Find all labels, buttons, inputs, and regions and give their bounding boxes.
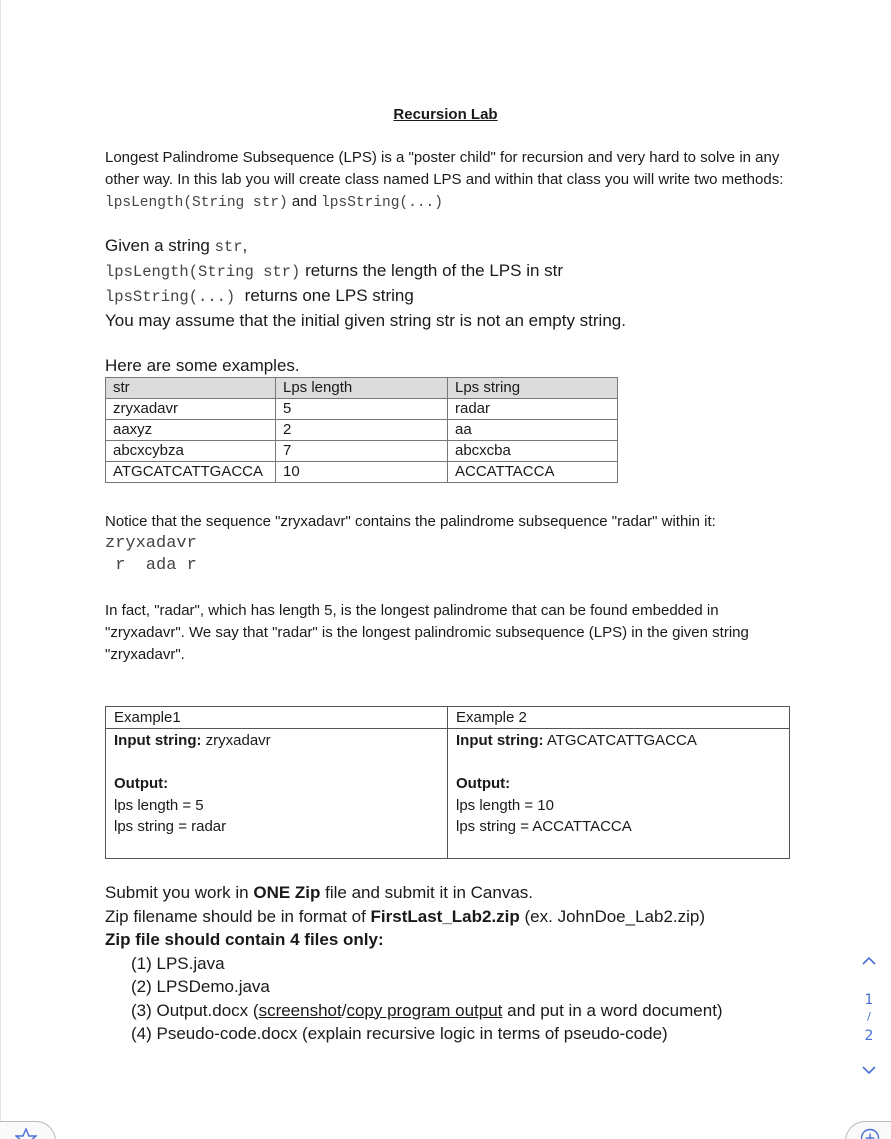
given-line-3: lpsString(...) returns one LPS string bbox=[105, 286, 414, 306]
page-separator: / bbox=[867, 1010, 871, 1023]
examples-table bbox=[105, 377, 618, 483]
example1-header: Example1 bbox=[106, 707, 448, 729]
list-item: (3) Output.docx (screenshot/copy program output and put in a word document) bbox=[131, 1000, 723, 1020]
page-current: 1 bbox=[864, 992, 874, 1008]
intro-paragraph bbox=[105, 147, 805, 214]
infact-paragraph: In fact, "radar", which has length 5, is the longest palindrome that can be found embedded in "zryxadavr". We say that "radar" is the longest palindromic subsequence (LPS) in the given string "zryxadavr". bbox=[105, 602, 749, 663]
intro-text: Longest Palindrome Subsequence (LPS) is a "poster child" for recursion and very hard to solve in any other way. In this lab you will create class named LPS and within that class you will write two methods: bbox=[105, 149, 784, 188]
table-cell: 2 bbox=[276, 420, 448, 441]
intro-code-lpsstring: lpsString(...) bbox=[321, 195, 443, 211]
example2-body: Input string: ATGCATCATTGACCA Output: lps length = 10 lps string = ACCATTACCA bbox=[448, 729, 790, 859]
submit-instructions bbox=[105, 881, 825, 1046]
table-cell: abcxcba bbox=[448, 441, 618, 462]
chevron-up-icon bbox=[861, 955, 877, 967]
intro-and: and bbox=[287, 193, 322, 210]
given-line-4: You may assume that the initial given string str is not an empty string. bbox=[105, 311, 626, 330]
list-item: (1) LPS.java bbox=[131, 953, 225, 973]
example2-header: Example 2 bbox=[448, 707, 790, 729]
star-icon bbox=[15, 1128, 37, 1139]
submit-line-2: Zip filename should be in format of FirstLast_Lab2.zip (ex. JohnDoe_Lab2.zip) bbox=[105, 906, 706, 926]
table-cell: zryxadavr bbox=[106, 399, 276, 420]
copy-output-link[interactable]: copy program output bbox=[346, 1000, 503, 1020]
table-cell: 5 bbox=[276, 399, 448, 420]
table-cell: aa bbox=[448, 420, 618, 441]
example-box bbox=[105, 706, 790, 859]
page-title: Recursion Lab bbox=[393, 106, 498, 123]
submit-line-1: Submit you work in ONE Zip file and submit it in Canvas. bbox=[105, 883, 534, 902]
examples-heading: Here are some examples. bbox=[105, 356, 300, 375]
table-cell: ACCATTACCA bbox=[448, 462, 618, 483]
given-line-1: Given a string str, bbox=[105, 236, 248, 256]
table-cell: radar bbox=[448, 399, 618, 420]
table-cell: 10 bbox=[276, 462, 448, 483]
table-header-cell: Lps string bbox=[448, 378, 618, 399]
page-up-button[interactable] bbox=[858, 955, 880, 971]
screenshot-link[interactable]: screenshot bbox=[258, 1000, 342, 1020]
given-block bbox=[105, 234, 805, 333]
list-item: (2) LPSDemo.java bbox=[131, 977, 270, 996]
table-row bbox=[106, 420, 618, 441]
table-cell: ATGCATCATTGACCA bbox=[106, 462, 276, 483]
sequence-line-1: zryxadavr bbox=[105, 534, 197, 553]
table-header-cell: str bbox=[106, 378, 276, 399]
table-row bbox=[106, 399, 618, 420]
table-cell: aaxyz bbox=[106, 420, 276, 441]
page-total: 2 bbox=[864, 1028, 874, 1044]
table-cell: 7 bbox=[276, 441, 448, 462]
given-line-2: lpsLength(String str) returns the length of the LPS in str bbox=[105, 261, 564, 281]
table-header-cell: Lps length bbox=[276, 378, 448, 399]
page-down-button[interactable] bbox=[858, 1064, 880, 1080]
intro-code-lpslength: lpsLength(String str) bbox=[105, 195, 288, 211]
list-item: (4) Pseudo-code.docx (explain recursive logic in terms of pseudo-code) bbox=[131, 1024, 668, 1043]
chevron-down-icon bbox=[861, 1064, 877, 1076]
sequence-line-2: r ada r bbox=[105, 556, 197, 575]
file-list bbox=[105, 952, 825, 1046]
table-cell: abcxcybza bbox=[106, 441, 276, 462]
submit-line-3: Zip file should contain 4 files only: bbox=[105, 930, 384, 949]
example1-body: Input string: zryxadavr Output: lps length = 5 lps string = radar bbox=[106, 729, 448, 859]
plus-circle-icon bbox=[860, 1128, 880, 1139]
table-row bbox=[106, 441, 618, 462]
table-header-row bbox=[106, 378, 618, 399]
table-row bbox=[106, 462, 618, 483]
notice-paragraph: Notice that the sequence "zryxadavr" contains the palindrome subsequence "radar" within it: bbox=[105, 513, 716, 530]
